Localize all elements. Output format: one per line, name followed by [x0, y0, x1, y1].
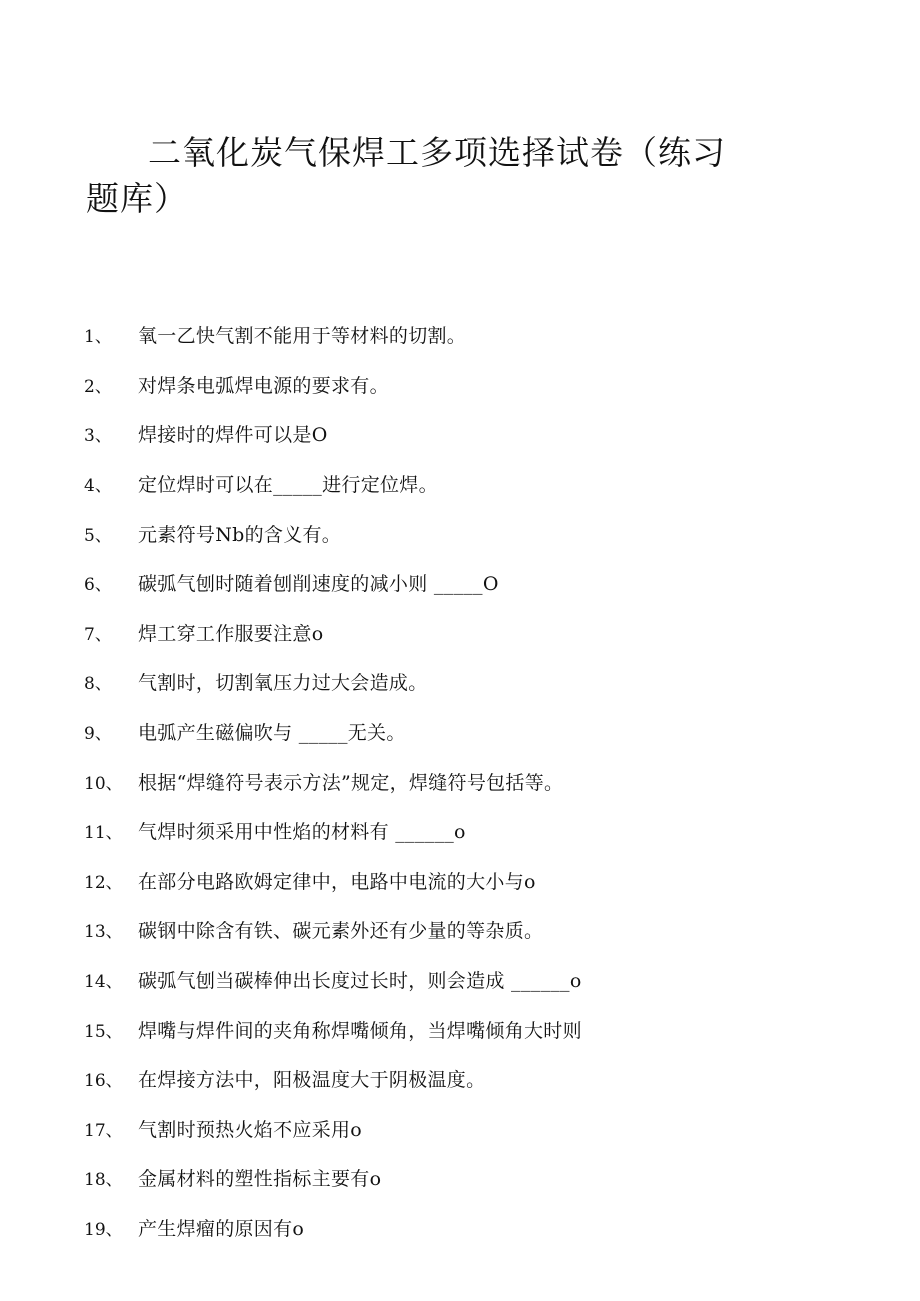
question-item [84, 558, 582, 608]
question-number: 1、 [84, 327, 112, 348]
question-number: 10、 [84, 773, 123, 794]
question-item [84, 1004, 582, 1054]
question-text: 碳钢中除含有铁、碳元素外还有少量的等杂质。 [138, 920, 544, 943]
question-number: 18、 [84, 1170, 123, 1191]
question-list [84, 310, 582, 1252]
question-text: 电弧产生磁偏吹与 _____无关。 [138, 722, 406, 745]
question-item [84, 1104, 582, 1154]
question-number: 12、 [84, 872, 123, 893]
question-text: 气割时预热火焰不应采用o [138, 1118, 363, 1141]
question-number: 16、 [84, 1071, 123, 1092]
question-number: 19、 [84, 1219, 123, 1240]
question-text: 气焊时须采用中性焰的材料有 ______o [138, 821, 466, 844]
question-text: 氧一乙快气割不能用于等材料的切割。 [138, 325, 467, 348]
question-number: 17、 [84, 1120, 123, 1141]
question-item [84, 1153, 582, 1203]
question-number: 3、 [84, 426, 112, 447]
question-text: 焊接时的焊件可以是O [138, 424, 328, 447]
question-item [84, 905, 582, 955]
question-number: 5、 [84, 525, 112, 546]
question-item [84, 955, 582, 1005]
question-number: 9、 [84, 724, 112, 745]
question-text: 定位焊时可以在_____进行定位焊。 [138, 474, 438, 497]
question-number: 14、 [84, 972, 123, 993]
question-text: 元素符号Nb的含义有。 [138, 523, 342, 546]
question-item [84, 409, 582, 459]
question-text: 焊工穿工作服要注意o [138, 622, 324, 645]
question-text: 焊嘴与焊件间的夹角称焊嘴倾角，当焊嘴倾角大时则 [138, 1019, 582, 1042]
question-number: 7、 [84, 624, 112, 645]
question-item [84, 657, 582, 707]
question-text: 对焊条电弧焊电源的要求有。 [138, 374, 389, 397]
question-item [84, 806, 582, 856]
question-number: 4、 [84, 476, 112, 497]
question-number: 15、 [84, 1021, 123, 1042]
question-item [84, 707, 582, 757]
question-item [84, 459, 582, 509]
question-text: 金属材料的塑性指标主要有o [138, 1168, 382, 1191]
document-title: 二氧化炭气保焊工多项选择试卷（练习题库） [86, 133, 726, 218]
question-text: 根据“焊缝符号表示方法”规定，焊缝符号包括等。 [138, 771, 564, 794]
question-item [84, 756, 582, 806]
question-item [84, 508, 582, 558]
question-number: 11、 [84, 823, 123, 844]
question-item [84, 1054, 582, 1104]
question-number: 8、 [84, 674, 112, 695]
question-number: 13、 [84, 922, 123, 943]
question-item [84, 856, 582, 906]
question-item [84, 1203, 582, 1253]
question-item [84, 608, 582, 658]
question-number: 6、 [84, 575, 112, 596]
question-item [84, 360, 582, 410]
question-text: 气割时，切割氧压力过大会造成。 [138, 672, 428, 695]
question-item [84, 310, 582, 360]
question-text: 碳弧气刨时随着刨削速度的减小则 _____O [138, 573, 499, 596]
question-text: 产生焊瘤的原因有o [138, 1217, 305, 1240]
question-text: 碳弧气刨当碳棒伸出长度过长时，则会造成 ______o [138, 970, 582, 993]
question-number: 2、 [84, 376, 112, 397]
question-text: 在焊接方法中，阳极温度大于阴极温度。 [138, 1069, 486, 1092]
question-text: 在部分电路欧姆定律中，电路中电流的大小与o [138, 870, 536, 893]
